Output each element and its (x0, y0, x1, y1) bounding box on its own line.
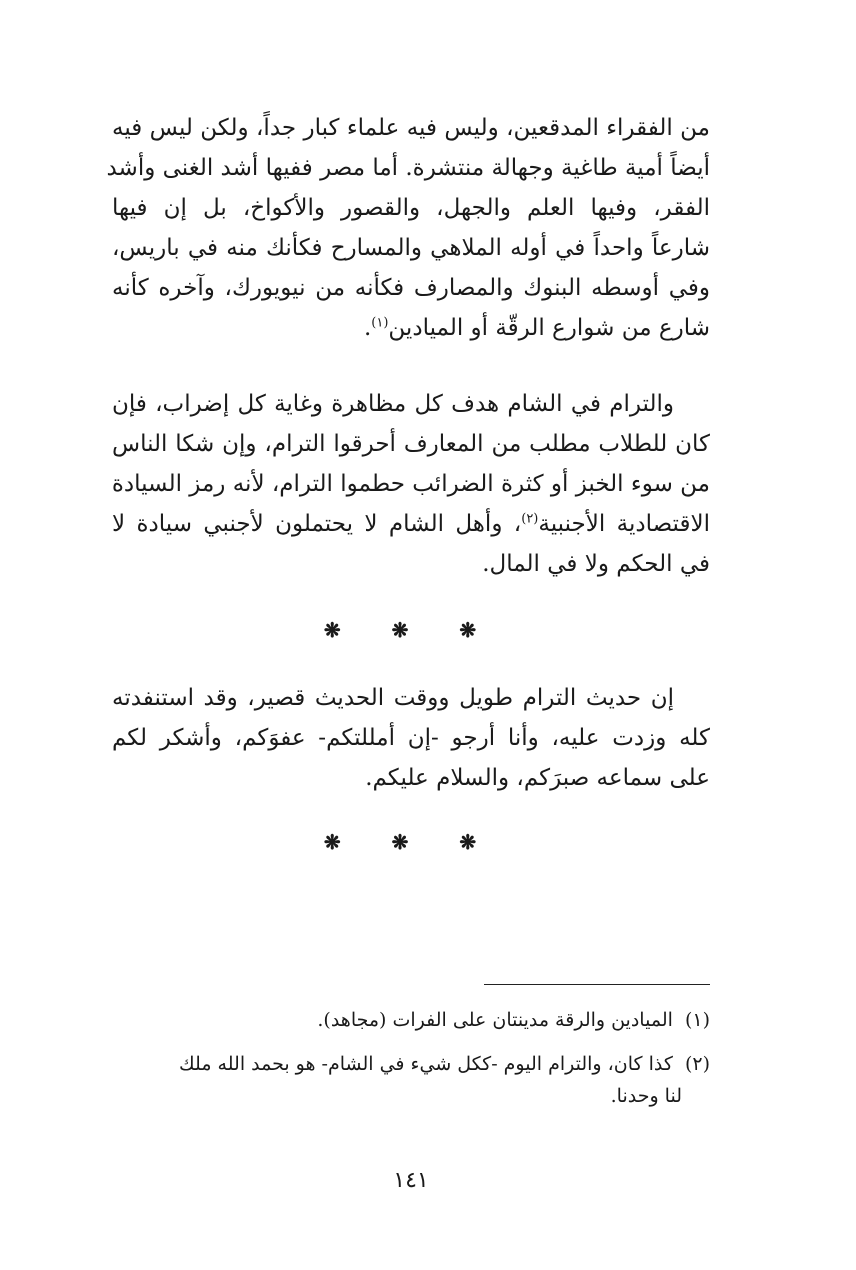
text-line: أيضاً أمية طاغية وجهالة منتشرة. أما مصر ففيها أشد الغنى وأشد (106, 155, 710, 181)
text-line: من الفقراء المدقعين، وليس فيه علماء كبار جداً، ولكن ليس فيه (112, 115, 710, 141)
text-line (112, 504, 710, 544)
footnote-ref-2[interactable]: (٢) (521, 511, 539, 527)
text-fragment: . (363, 315, 372, 341)
section-separator: ❋ ❋ ❋ (323, 830, 499, 854)
text-fragment: الاقتصادية الأجنبية (538, 511, 710, 537)
text-line: كله وزدت عليه، وأنا أرجو -إن أمللتكم- عفوَكم، وأشكر لكم (112, 725, 710, 751)
body-paragraph-2 (112, 384, 710, 584)
text-line (112, 308, 710, 348)
body-paragraph-1 (106, 108, 710, 348)
text-line: إن حديث الترام طويل ووقت الحديث قصير، وقد استنفدته (112, 685, 674, 711)
text-line: الفقر، وفيها العلم والجهل، والقصور والأكواخ، بل إن فيها (112, 195, 710, 221)
footnote-text: الميادين والرقة مدينتان على الفرات (مجاهد). (317, 1009, 673, 1031)
text-fragment: ، وأهل الشام لا يحتملون لأجنبي سيادة لا (112, 511, 522, 537)
footnote-ref-1[interactable]: (١) (371, 315, 389, 331)
text-line: على سماعه صبرَكم، والسلام عليكم. (365, 765, 710, 791)
footnote-text-continuation: لنا وحدنا. (610, 1085, 682, 1107)
footnote-number: (٢) (684, 1053, 710, 1075)
text-line: كان للطلاب مطلب من المعارف أحرقوا الترام، وإن شكا الناس (112, 431, 710, 457)
text-line: وفي أوسطه البنوك والمصارف فكأنه من نيويورك، وآخره كأنه (112, 275, 710, 301)
section-separator: ❋ ❋ ❋ (323, 618, 499, 642)
footnote-2 (112, 1048, 710, 1112)
body-paragraph-3 (112, 678, 710, 798)
text-line: شارعاً واحداً في أوله الملاهي والمسارح فكأنك منه في باريس، (112, 235, 710, 261)
text-line: من سوء الخبز أو كثرة الضرائب حطموا الترام، لأنه رمز السيادة (111, 471, 710, 497)
page-number: ١٤١ (393, 1168, 429, 1193)
footnote-divider (484, 984, 710, 985)
text-fragment: شارع من شوارع الرقّة أو الميادين (388, 315, 710, 341)
footnote-number: (١) (684, 1009, 710, 1031)
footnote-1 (112, 1004, 710, 1036)
text-line: والترام في الشام هدف كل مظاهرة وغاية كل إضراب، فإن (112, 391, 674, 417)
page (106, 108, 710, 1270)
footnote-text: كذا كان، والترام اليوم -ككل شيء في الشام- هو بحمد الله ملك (179, 1053, 673, 1075)
text-line: في الحكم ولا في المال. (482, 551, 710, 577)
